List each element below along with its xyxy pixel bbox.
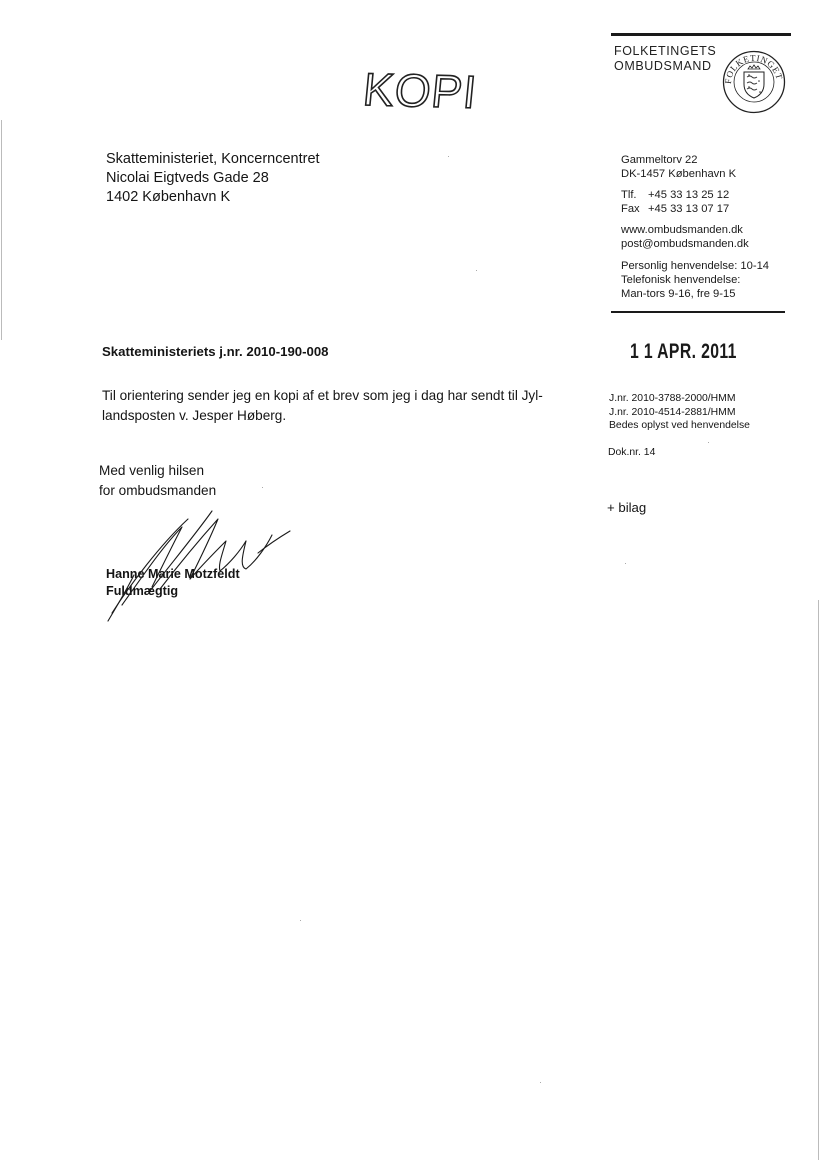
fax-line	[621, 202, 729, 216]
reference-line: J.nr. 2010-4514-2881/HMM	[609, 406, 736, 418]
org-line: FOLKETINGETS	[614, 44, 717, 58]
signatory-name: Hanne Marie Motzfeldt	[106, 567, 240, 581]
parliament-seal-icon	[722, 50, 786, 114]
hours-line: Man-tors 9-16, fre 9-15	[621, 288, 736, 300]
subject-line: Skatteministeriets j.nr. 2010-190-008	[102, 344, 329, 359]
scan-speck	[625, 563, 626, 564]
sender-address	[621, 153, 736, 181]
recipient-line: Skatteministeriet, Koncerncentret	[106, 151, 320, 167]
scan-speck	[708, 442, 709, 443]
org-line: OMBUDSMAND	[614, 59, 712, 73]
fax-label: Fax	[621, 203, 640, 215]
greeting-line: for ombudsmanden	[99, 482, 217, 498]
greeting-line: Med venlig hilsen	[99, 463, 205, 478]
hours-line: Telefonisk henvendelse:	[621, 274, 741, 286]
body-line: landsposten v. Jesper Høberg.	[102, 408, 287, 423]
scan-speck	[300, 920, 301, 921]
seal-text: FOLKETINGET	[722, 52, 785, 85]
closing-greeting	[99, 461, 216, 500]
online-block	[621, 223, 749, 251]
reference-line: J.nr. 2010-3788-2000/HMM	[609, 393, 736, 404]
recipient-line: Nicolai Eigtveds Gade 28	[106, 170, 269, 186]
letter-body	[102, 386, 562, 426]
phone-line	[621, 188, 729, 202]
sender-address-line: Gammeltorv 22	[621, 154, 698, 166]
scan-speck	[262, 487, 263, 488]
reference-block	[609, 392, 750, 433]
email-link[interactable]: post@ombudsmanden.dk	[621, 238, 749, 250]
recipient-address	[106, 150, 320, 207]
phone-block	[621, 188, 729, 216]
scan-speck	[540, 1082, 541, 1083]
recipient-line: 1402 København K	[106, 189, 231, 205]
date-stamp: 1 1 APR. 2011	[630, 340, 737, 363]
header-rule	[611, 33, 791, 36]
contact-rule	[611, 311, 785, 313]
kopi-stamp: KOPI	[360, 62, 480, 118]
scan-speck	[448, 156, 449, 157]
handwritten-signature	[100, 505, 300, 625]
sender-address-line: DK-1457 København K	[621, 168, 737, 180]
org-name	[614, 44, 716, 74]
reference-line: Bedes oplyst ved henvendelse	[609, 420, 750, 431]
body-line: Til orientering sender jeg en kopi af et brev som jeg i dag har sendt til Jyl-	[102, 388, 543, 403]
phone-label: Tlf.	[621, 189, 637, 201]
scan-speck	[476, 270, 477, 271]
phone-number: +45 33 13 25 12	[648, 189, 730, 201]
hours-block	[621, 259, 769, 301]
fax-number: +45 33 13 07 17	[648, 203, 730, 215]
scan-edge-right	[818, 600, 819, 1160]
scan-edge-left	[1, 120, 2, 340]
hours-line: Personlig henvendelse: 10-14	[621, 260, 770, 272]
attachment-note: + bilag	[607, 500, 647, 515]
signatory-title: Fuldmægtig	[106, 583, 179, 598]
website-link[interactable]: www.ombudsmanden.dk	[621, 224, 743, 236]
document-number: Dok.nr. 14	[608, 447, 656, 458]
